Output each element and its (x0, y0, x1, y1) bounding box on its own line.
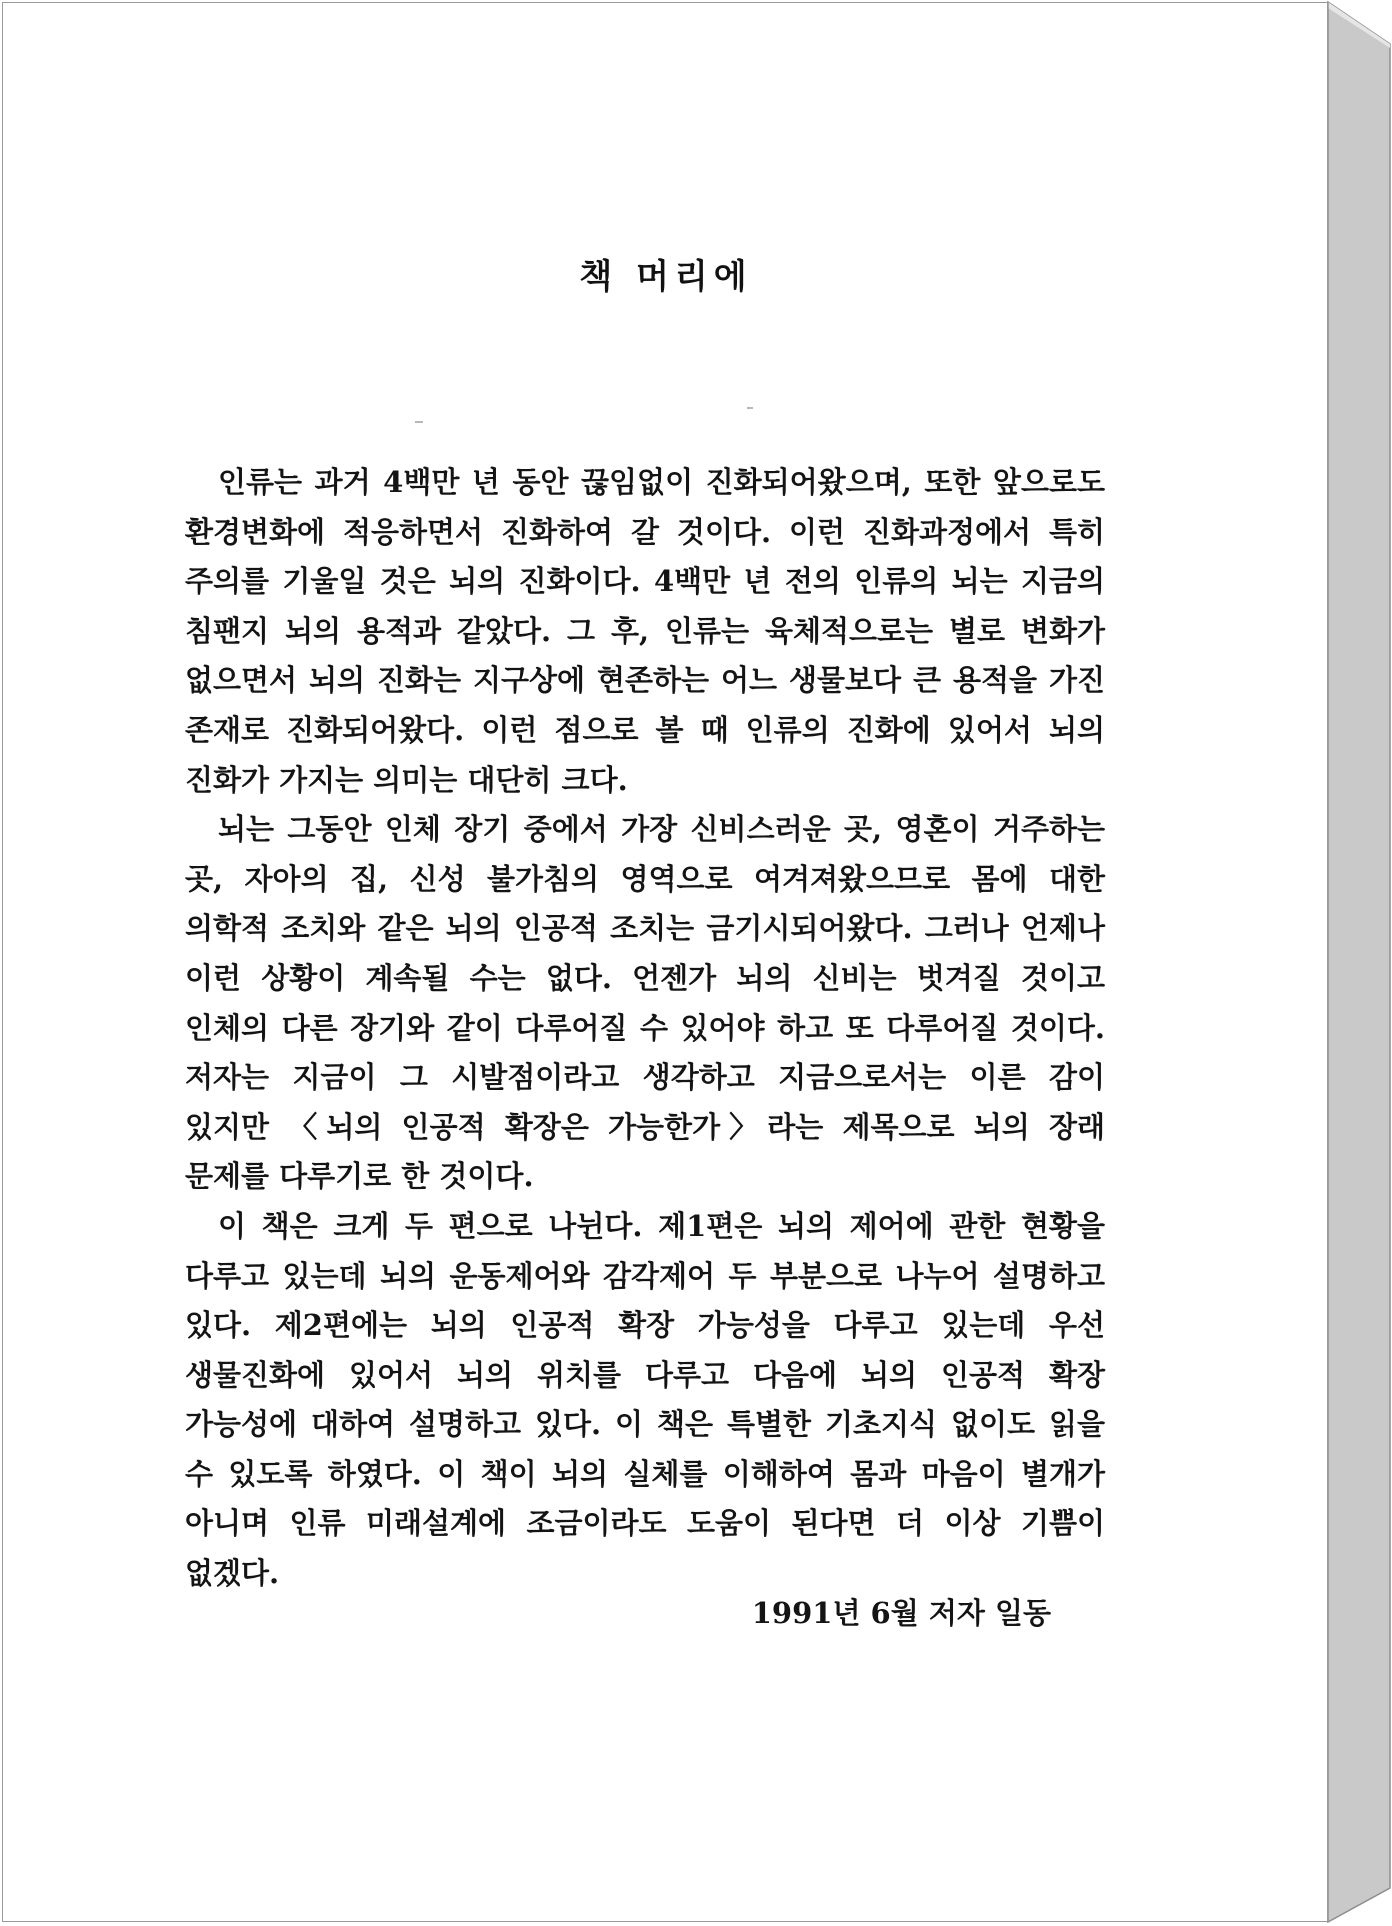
author-signature: 1991년 6월 저자 일동 (751, 1596, 1051, 1630)
paragraph: 인류는 과거 4백만 년 동안 끊임없이 진화되어왔으며, 또한 앞으로도 환경변화에 적응하면서 진화하여 갈 것이다. 이런 진화과정에서 특히 주의를 기울일 것은 뇌의 진화이다. 4백만 년 전의 인류의 뇌는 지금의 침팬지 뇌의 용적과 같았다. 그 후, 인류는 육체적으로는 별로 변화가 없으면서 뇌의 진화는 지구상에 현존하는 어느 생물보다 큰 용적을 가진 존재로 진화되어왔다. 이런 점으로 볼 때 인류의 진화에 있어서 뇌의 진화가 가지는 의미는 대단히 크다. (185, 465, 1105, 797)
page-title: 책 머리에 (579, 257, 753, 297)
book-edge-face (1328, 2, 1390, 1922)
document-page (2, 2, 1328, 1922)
paragraph: 이 책은 크게 두 편으로 나뉜다. 제1편은 뇌의 제어에 관한 현황을 다루고 있는데 뇌의 운동제어와 감각제어 두 부분으로 나누어 설명하고 있다. 제2편에는 뇌의 인공적 확장 가능성을 다루고 있는데 우선 생물진화에 있어서 뇌의 위치를 다루고 다음에 뇌의 인공적 확장 가능성에 대하여 설명하고 있다. 이 책은 특별한 기초지식 없이도 읽을 수 있도록 하였다. 이 책이 뇌의 실체를 이해하여 몸과 마음이 별개가 아니며 인류 미래설계에 조금이라도 도움이 된다면 더 이상 기쁨이 없겠다. (185, 1208, 1105, 1591)
scan-speck (747, 407, 753, 409)
scan-speck (415, 421, 423, 423)
paragraph: 뇌는 그동안 인체 장기 중에서 가장 신비스러운 곳, 영혼이 거주하는 곳, 자아의 집, 신성 불가침의 영역으로 여겨져왔으므로 몸에 대한 의학적 조치와 같은 뇌의 인공적 조치는 금기시되어왔다. 그러나 언제나 이런 상황이 계속될 수는 없다. 언젠가 뇌의 신비는 벗겨질 것이고 인체의 다른 장기와 같이 다루어질 수 있어야 하고 또 다루어질 것이다. 저자는 지금이 그 시발점이라고 생각하고 지금으로서는 이른 감이 있지만 〈뇌의 인공적 확장은 가능한가〉라는 제목으로 뇌의 장래 문제를 다루기로 한 것이다. (185, 812, 1105, 1194)
preface-body (185, 458, 1105, 1599)
